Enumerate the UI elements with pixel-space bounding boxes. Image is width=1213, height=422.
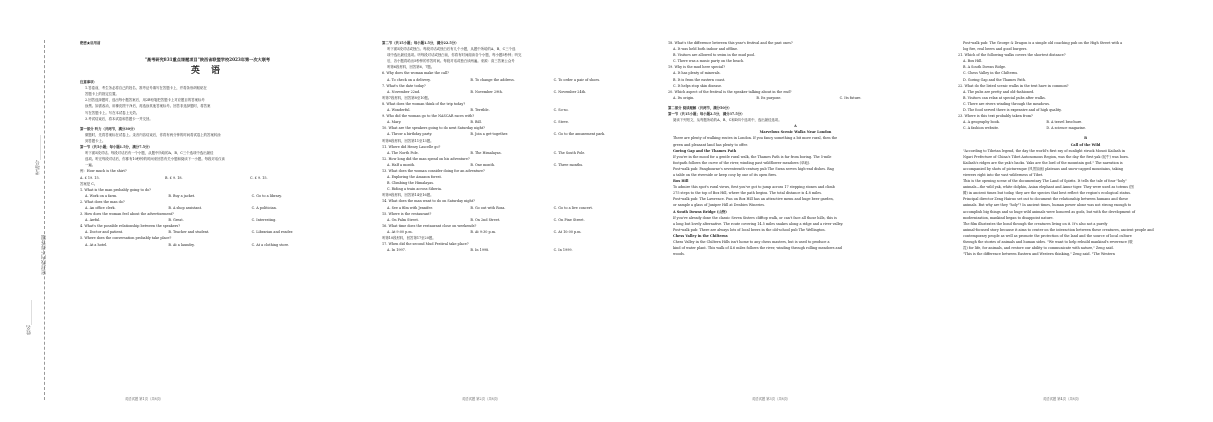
passage-title: Call of the Wild [1070,142,1101,147]
question-stem: 听第10段材料，回答第17至20题。 [382,236,436,240]
option: B. To change the address. [470,77,515,82]
option: A. To check on a delivery. [387,77,431,82]
option: C. Riding a train across Siberia. [387,187,442,192]
option: A. £ 19. 15. [80,175,100,180]
option-row [80,242,335,248]
option: C. Its future. [839,95,862,100]
section-instructions: 阅读下列短文，从每题所给的A、B、C和D四个选项中，选出最佳选项。 [673,118,782,123]
question-stem: 2. What does the man do? [80,199,125,204]
option-row [382,217,637,223]
example-options [80,175,335,181]
option-row [382,150,637,156]
option-row [382,77,637,83]
option: C. So-so. [553,108,569,113]
option: B. Buy a jacket. [168,193,196,198]
section-instructions [80,150,335,168]
passage-line: contemporary people as well as promote the protection of the land and the source of local culture [963,233,1132,238]
note-line: 写在答题卡上。写在本试卷上无效。 [85,110,140,115]
page-footer: 英语试题 第1页（共8页） [125,397,164,401]
option: C. There was a music party on the beach. [673,59,745,64]
passage-line: A South Downs Bridge (山脊) [673,209,727,214]
option-row [382,247,637,253]
passage-line: Post-walk pub: The Lawrence. Fun on Box Hill has an attractive menu and huge beer garden, [673,197,834,202]
passage-line: kind of water plant. This walk of 4.6 miles follows the river, winding through rolling meadows and [673,246,842,251]
question-stem: 22. What do the listed scenic walks in the text have in common? [958,83,1069,88]
option: B. A shop assistant. [168,205,203,210]
option: C. November 24th. [553,89,587,94]
example-answer: 答案是 C。 [80,181,98,186]
text-line: log fire, real beers and good burgers. [963,47,1028,52]
passage-line: accomplish big things and so huge wild animals were honored as gods, but with the development of [963,209,1136,214]
option: B. Go out with Rosa. [470,205,506,210]
passage-letter: B [1084,136,1087,141]
text-line: 选项。听完每段对话后，你都有10秒钟的时间来回答有关小题和阅读下一小题。每段对话仅读 [85,157,225,162]
option: B. The Himalayas. [470,150,502,155]
exam-page-4 [958,40,1213,400]
option: A. Its origin. [673,95,695,100]
text-line: 听下面5段对话或独白。每段对话或独白后有几个小题，从题中所给的A、B、C三个选 [387,47,516,52]
option: B. Its purpose. [756,95,782,100]
note-line: 2.回答选择题时，选出每小题答案后，用2B铅笔把答题卡上对应题目的答案标号 [85,98,205,103]
question-list [958,52,1213,131]
option: C. Three months. [553,162,584,167]
question-stem: 7. What's the date today? [382,83,426,88]
option: A. At a hotel. [85,242,108,247]
text-line: 一遍。 [85,163,96,168]
option: C. At 10:00 p.m. [553,229,582,234]
text-line: 到答题卡上。 [85,138,106,143]
part-heading: 第二部分 阅读理解（共两节，满分50分） [668,105,732,110]
option: A. Doctor and patient. [85,230,124,235]
part-instructions [80,132,335,144]
exam-room-field: 考场号__________ [35,135,41,175]
option: A. Awful. [85,218,101,223]
option-row [80,193,335,199]
section-heading: 第一节（共15小题；每小题2.5分，满分37.5分） [668,112,745,117]
passage-line: Principal director Zeng Hairuo set out to document the relationship between humans and these [963,197,1129,202]
option: B. A travel brochure. [1046,120,1083,125]
passage-continued [958,40,1213,52]
option: A. On Palm Street. [387,217,419,222]
option: A. The pubs are pretty and old-fashioned. [963,89,1035,94]
option [756,83,839,89]
option: A. Mary. [387,120,402,125]
passage-line: animals—the wild yak, white dolphin, Asian elephant and Amur tiger. They were used as totems (图 [963,185,1134,190]
passage-line: There are plenty of walking routes in London. If you fancy something a bit more rural, then the [673,136,838,141]
question-list [382,70,637,253]
option: C. It helps stop skin disease. [673,83,723,88]
question-stem: 19. Why is the mud here special? [668,65,726,70]
notes-list [80,85,335,122]
option: A. A geography book. [963,120,1000,125]
option: C. Go to the amusement park. [553,132,606,137]
note-line: 涂黑。如需改动，用橡皮擦干净后，再选涂其他答案标号。回答非选择题时，将答案 [85,104,211,109]
text-line: 项中选出最佳选项。听每段对话或独白前，你将有时间阅读各个小题，每小题5秒钟；听完 [387,53,522,58]
page-footer: 英语试题 第3页（共8页） [752,397,791,401]
option: A. Half a month. [387,162,416,167]
option: A. Wonderful. [387,108,411,113]
section-heading: 第二节（共15小题；每小题1.5分，满分22.5分） [382,41,459,45]
option: B. Terrible. [470,108,490,113]
option [840,83,923,89]
question-stem: 14. What does the man want to do on Saturday night? [382,199,475,204]
page-footer: 英语试题 第2页（共8页） [462,397,501,401]
question-stem: 20. Which aspect of the festival is the speaker talking about in the end? [668,89,792,94]
passage-line: Kailash's ridges are the yak's backs. Yaks are the lord of the mountain god." The narration is [963,160,1123,165]
option: A. Throw a birthday party. [387,132,433,137]
passage-line: animal-focused story because it aims to center on the interaction between these creatures, ancient people and [963,227,1154,232]
passage-line: green and pleasant land has plenty to offer. [673,142,748,147]
page-footer: 英语试题 第4页（共8页） [1043,397,1082,401]
text-line: 听第6段材料，回答第6、7题。 [387,65,435,70]
option-row [382,205,637,211]
option [1062,107,1138,113]
option: C. There are rivers winding through the meadows. [963,101,1051,106]
option: B. Great. [168,218,184,223]
option: B. On 2nd Street. [470,217,501,222]
question-stem: 13. What does the woman consider doing for an adventure? [382,168,485,173]
option: C. At a clothing store. [251,242,290,247]
passage-line: viewers right into the vast wilderness of Tibet. [963,172,1044,177]
option: B. In 1998. [470,248,490,253]
question-stem: 16. What time does the restaurant close on weekends? [382,223,477,228]
option: D. The food served there is expensive and of high quality. [963,108,1062,113]
subject-title: 英 语 [190,66,225,77]
passage-title: Marvelous Scenic Walks Near London [759,130,832,135]
option: C. The South Pole. [553,150,586,155]
option: D. A science magazine. [1046,126,1087,131]
option-row [668,95,923,101]
seal-line [44,40,45,400]
notes-heading: 注意事项： [80,80,97,85]
option: C. Go to a library. [251,193,282,198]
option: B. At a laundry. [168,242,195,247]
option [1130,77,1213,83]
passage-line: 275 steps to the top of Box Hill, where the path begins. The total distance is 4.8 miles. [673,191,823,196]
option: C. Go to a live concert. [553,205,593,210]
option: B. Teacher and student. [168,230,210,235]
option: B. Bill. [470,120,482,125]
option: A. Work on a farm. [85,193,118,198]
text-line: 后，各小题将给出5秒钟的作答时间。每段对话或独白读两遍。来源：高三答案公众号 [387,59,515,64]
question-stem: 听第7段材料，回答第8至10题。 [382,95,432,100]
option: B. £ 9. 18. [165,175,183,180]
text-line: Post-walk pub: The George & Dragon is a simple old coaching pub on the High Street with a [963,41,1123,45]
passage-line: "This is the difference between Eastern and Western thinking," Zeng said. "The Western [963,252,1115,257]
passage-line: The film illustrates the bond through the creatures living on it. It's also not a purely [963,221,1108,226]
option [1046,77,1129,83]
note-line: 3.考试结束后，将本试卷和答题卡一并交回。 [85,116,153,121]
question-stem: 听第9段材料，回答第14至16题。 [382,193,434,198]
part-heading: 第一部分 听力（共两节，满分30分） [80,126,137,131]
question-stem: 4. What's the possible relationship between the speakers? [80,224,181,229]
name-field: 姓名__________ [26,300,32,335]
passage-line: Chess Valley in the Chiltern Hills isn't home to any chess masters, but is used to produce a [673,240,830,244]
passage-line: Post-walk pub: There are always lots of local beers in the old-school pub The Wellington. [673,227,826,232]
option: A. An office clerk. [85,205,116,210]
passage-letter: A [794,124,797,129]
note-line: 答题卡上的指定位置。 [85,92,119,97]
question-stem: 18. What's the difference between this year's festival and the past ones? [668,41,793,45]
option: D. Goring Gap and the Thames Path. [963,77,1026,82]
passage-body [958,148,1213,258]
option: C. £ 9. 15. [250,175,268,180]
option: A. It was held both indoor and offline. [673,47,739,52]
question-stem: 15. Where is the restaurant? [382,211,432,216]
passage-line: Goring Gap and the Thames Path [673,148,737,153]
option: B. November 29th. [470,89,503,94]
exam-page-3 [668,40,923,400]
option-row [668,83,923,89]
option: B. A South Downs Ridge. [963,65,1007,70]
section-instructions [382,46,637,70]
passage-line: Chess Valley in the Chilterns [673,233,728,238]
passage-line: a table on the riverside or keep cosy by one of its open fires. [673,172,778,177]
option: C. A fashion website. [963,126,1000,131]
passage-line: 腾) in ancient times but today, they are the species that best reflect the region's ecological status. [963,191,1132,196]
question-list [668,40,923,101]
passage-line: If you've already done the classic Seven Sisters clifftop walk, or can't face all those hills, this is [673,215,837,220]
option: C. In 1999. [553,248,573,253]
question-stem: 11. Where did Henry Lascelle go? [382,144,441,149]
option: B. Join a get-together. [470,132,508,137]
question-stem: 5. Where does the conversation probably take place? [80,236,172,241]
option: B. Climbing the Himalayas. [387,181,435,186]
passage-line: Box Hill [673,179,689,184]
option: B. At 9:30 p.m. [470,229,497,234]
passage-body [668,135,923,257]
example-question: 例：How much is the shirt? [80,169,127,174]
exam-page-1 [80,40,335,400]
option: B. It is from the eastern coast. [673,77,726,82]
option: A. The North Pole. [387,150,419,155]
option-row [958,125,1213,131]
section-heading: 第一节（共5小题；每小题1.5分，满分7.5分） [80,145,152,150]
passage-line: accompanied by shots of picturesque (风景如画) plateaus and snow-capped mountains, taking [963,166,1123,171]
option [840,58,923,64]
text-line: 听下面5段对话。每段对话后有一个小题，从题中所给的A、B、C三个选项中选出最佳 [85,151,214,156]
option: B. Visitors can relax at special pubs after walks. [963,95,1046,100]
option [470,186,553,192]
option: A. In 1997. [387,248,406,253]
passage-line: or sample a glass of Juniper Hill at Denbies Wineries. [673,203,766,208]
question-stem: 21. Which of the following walks covers the shortest distance? [958,53,1066,58]
option: A. It has plenty of minerals. [673,71,721,76]
question-stem: 10. What are the speakers going to do next Saturday night? [382,126,485,131]
option [756,58,839,64]
question-stem: 23. Where is this text probably taken from? [958,114,1033,119]
option: A. November 22nd. [387,89,421,94]
confidential-label: 绝密★启用前 [80,41,101,45]
exam-page-2 [382,40,637,400]
question-stem: 12. How long did the man spend on his adventure? [382,156,470,161]
option: A. Box Hill. [963,59,983,64]
passage-line: animals. But why are they "holy"? In ancient times, human power alone was not strong enough to [963,203,1132,208]
question-stem: 3. How does the woman feel about the advertisement? [80,212,174,217]
passage-line: footpath follows the curve of the river, winding past wildflower meadows (草地). [673,160,811,165]
passage-line: through the stories of animals and human sides. "We want to help rebuild mankind's reverence (敬 [963,240,1133,244]
note-line: 1.答卷前，考生务必将自己的姓名、准考证号填写在答题卡上，并将条形码粘贴在 [85,86,207,91]
option: A. Exploring the Amazon forest. [387,175,442,180]
question-stem: 1. What is the man probably going to do? [80,187,151,192]
question-stem: 9. Who did the woman go to the NASCAR races with? [382,114,475,119]
option [554,186,637,192]
passage-line: Ngari Prefecture of China's Tibet Autonomous Region, was the day the first yak (牦牛) was born. [963,154,1129,159]
question-stem: 8. What does the woman think of the trip today? [382,101,466,106]
passage-line: a long but lovely alternative. The route covering 14.5 miles snakes along a ridge and a river valley. [673,221,844,226]
option-row [382,131,637,137]
option: C. Librarian and reader. [251,230,294,235]
option: C. Chess Valley in the Chilterns. [963,71,1019,76]
option: C. Interesting. [251,218,277,223]
binding-margin [0,0,62,422]
question-stem: 6. Why does the woman make the call? [382,71,449,76]
option-row [958,77,1213,83]
question-stem: 17. When did the second Mud Festival take place? [382,242,469,247]
option: C. A politician. [251,205,277,210]
seal-warning: 密封线内不得答题 [41,235,47,275]
text-line: 做题时，先将答案标在试卷上。录音内容结束后，你将有两分钟的时间将试卷上的答案转涂 [85,132,221,137]
option-row [382,89,637,95]
option [1137,107,1213,113]
option: B. Visitors are allowed to swim in the mud pool. [673,53,756,58]
option: B. One month. [470,162,496,167]
passage-line: Post-walk pub: Pangbourne's seventeenth-century pub The Swan serves high-end dishes. Bag [673,166,834,171]
option: C. Steve. [553,120,569,125]
option: A. At 9:00 p.m. [387,229,413,234]
option: C. To order a pair of shoes. [553,77,601,82]
passage-line: If you're in the mood for a gentle rural walk, the Thames Path is far from boring. The 5-mile [673,154,832,159]
passage-line: "According to Tibetan legend, the day the world's first ray of sunlight struck Mount Kailash in [963,148,1126,153]
passage-line: This is the opening scene of the documentary The Land of Spirits. It tells the tale of four "holy" [963,179,1127,184]
passage-line: To admire this spot's rural views, first you've got to jump across 17 stepping stones and climb [673,185,835,190]
exam-title: "高考研究831重点课题项目"陕西省联盟学校2023年第一次大联考 [144,57,271,63]
question-list [80,187,335,248]
passage-line: 畏) for life, for animals, and restore our ability to communicate with nature," Zeng said. [963,246,1114,251]
option [1130,125,1213,131]
passage-line: woods. [673,252,685,257]
option: C. On Pine Street. [553,217,585,222]
question-stem: 听第8段材料，回答第11至13题。 [382,138,434,143]
option: A. See a film with Jennifer. [387,205,433,210]
passage-line: modernization, mankind began to disappoint nature. [963,215,1054,220]
